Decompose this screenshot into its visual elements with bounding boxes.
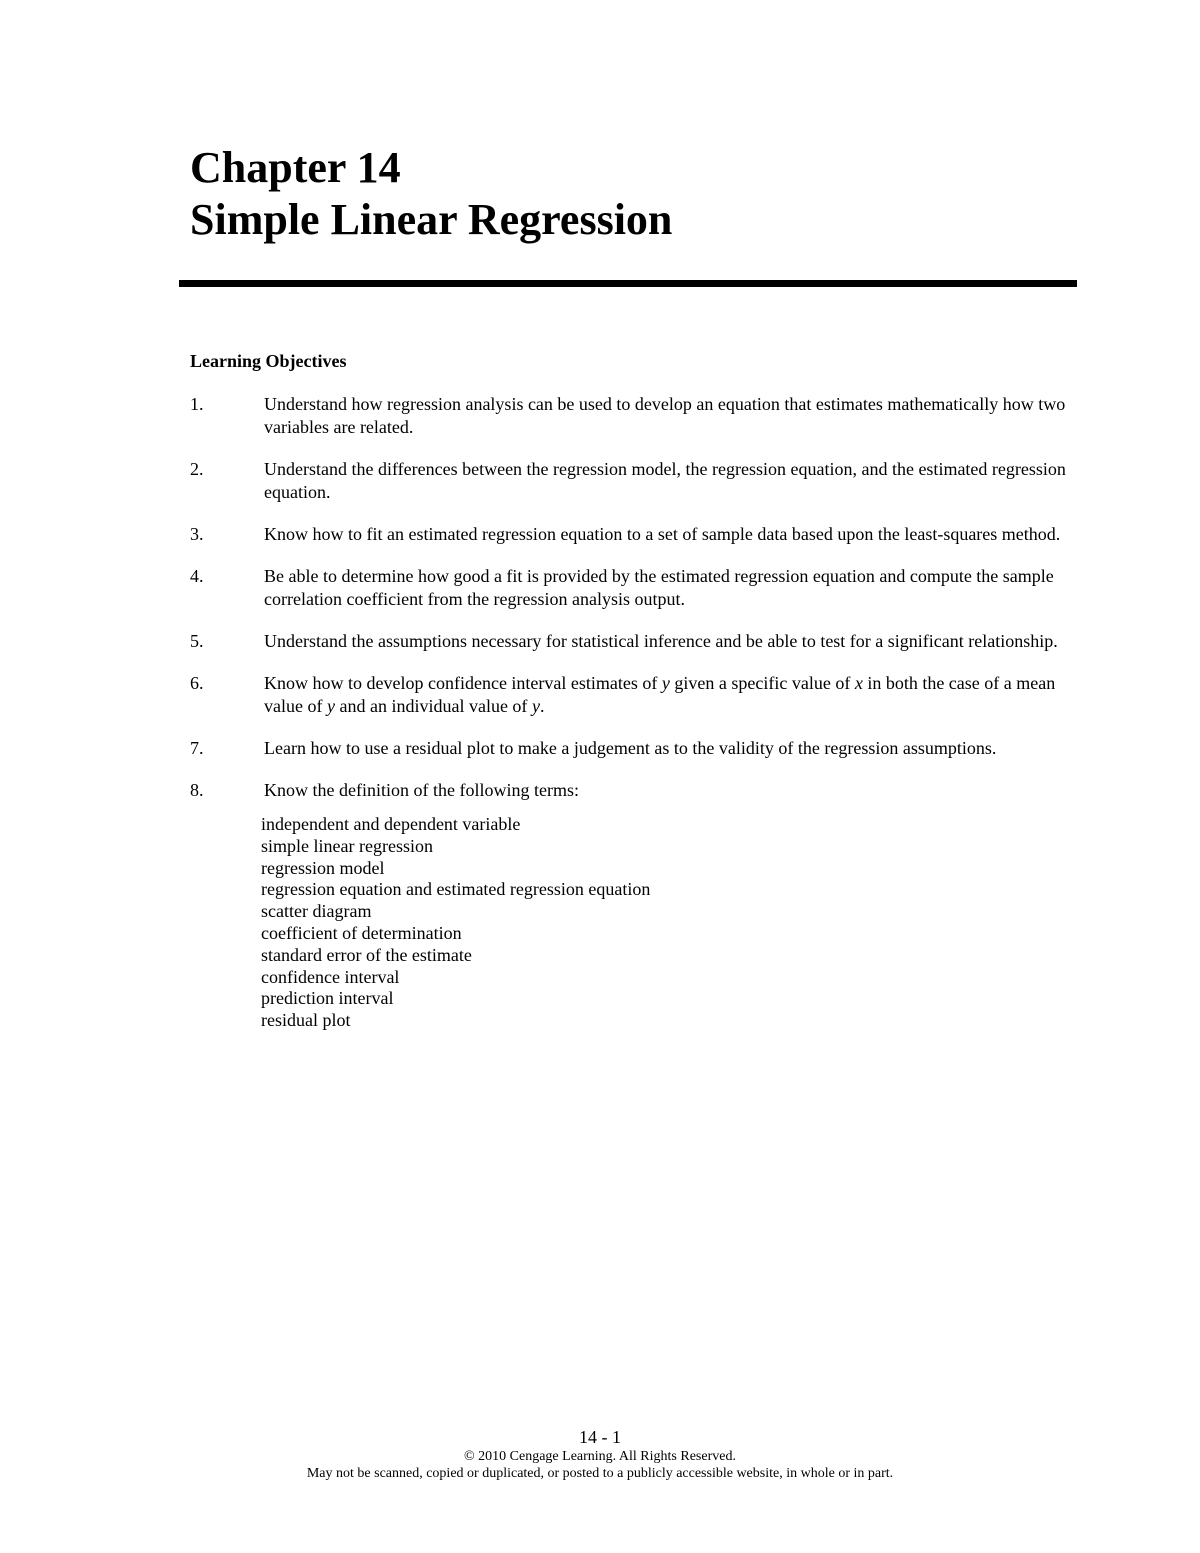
variable-x: x	[854, 673, 863, 693]
objective-number: 7.	[190, 738, 204, 758]
learning-objectives-list	[190, 393, 1070, 1051]
objective-number: 8.	[190, 780, 204, 800]
variable-y: y	[531, 696, 540, 716]
objective-text-part: Know how to develop confidence interval estimates of	[264, 673, 662, 693]
objective-text: Understand the differences between the regression model, the regression equation, and the estimated regression equation.	[264, 459, 1066, 502]
objective-text: Understand the assumptions necessary for statistical inference and be able to test for a significant relationship.	[264, 631, 1058, 651]
objective-text: Know how to fit an estimated regression equation to a set of sample data based upon the least-squares method.	[264, 524, 1061, 544]
objective-item	[190, 672, 1070, 718]
term-item: regression model	[261, 857, 385, 878]
objective-item	[190, 737, 1070, 760]
learning-objectives-heading: Learning Objectives	[190, 351, 347, 371]
objective-item	[190, 393, 1070, 439]
term-item: simple linear regression	[261, 835, 433, 856]
page-footer	[0, 1426, 1200, 1482]
objective-text-part: .	[539, 696, 545, 716]
term-item: confidence interval	[261, 966, 400, 987]
objective-number: 6.	[190, 673, 204, 693]
term-item: standard error of the estimate	[261, 944, 472, 965]
term-item: regression equation and estimated regression equation	[261, 879, 651, 900]
objective-item	[190, 523, 1070, 546]
term-item: scatter diagram	[261, 901, 372, 922]
objective-number: 4.	[190, 566, 204, 586]
objective-item	[190, 565, 1070, 611]
objective-number: 5.	[190, 631, 204, 651]
term-item: independent and dependent variable	[261, 814, 521, 834]
objective-item	[190, 630, 1070, 653]
term-item: prediction interval	[261, 988, 394, 1009]
objective-text: Learn how to use a residual plot to make a judgement as to the validity of the regression assumptions.	[264, 738, 997, 758]
chapter-title	[190, 142, 672, 246]
chapter-number: Chapter 14	[190, 143, 401, 192]
copyright-disclaimer: May not be scanned, copied or duplicated, or posted to a publicly accessible website, in whole or in part.	[306, 1466, 894, 1481]
objective-text	[264, 672, 1070, 718]
term-item: residual plot	[261, 1010, 351, 1031]
objective-item	[190, 779, 1070, 1032]
variable-y: y	[326, 696, 335, 716]
term-item: coefficient of determination	[261, 922, 462, 943]
copyright-notice: © 2010 Cengage Learning. All Rights Reserved.	[464, 1449, 736, 1464]
objective-text: Be able to determine how good a fit is provided by the estimated regression equation and compute the sample correlation coefficient from the regression analysis output.	[264, 566, 1054, 609]
objective-item	[190, 458, 1070, 504]
objective-number: 3.	[190, 524, 204, 544]
objective-text-part: given a specific value of	[669, 673, 855, 693]
objective-text-part: and an individual value of	[334, 696, 532, 716]
variable-y: y	[661, 673, 670, 693]
chapter-subject: Simple Linear Regression	[190, 195, 673, 244]
heading-rule	[179, 280, 1077, 287]
objective-text: Know the definition of the following terms:	[264, 780, 579, 800]
page-number: 14 - 1	[579, 1427, 621, 1447]
terms-list	[261, 814, 1070, 1032]
objective-text: Understand how regression analysis can be used to develop an equation that estimates mathematically how two variables are related.	[264, 394, 1066, 437]
objective-number: 1.	[190, 394, 204, 414]
objective-text-part: in both the case of a mean value of	[264, 673, 1056, 716]
objective-number: 2.	[190, 459, 204, 479]
